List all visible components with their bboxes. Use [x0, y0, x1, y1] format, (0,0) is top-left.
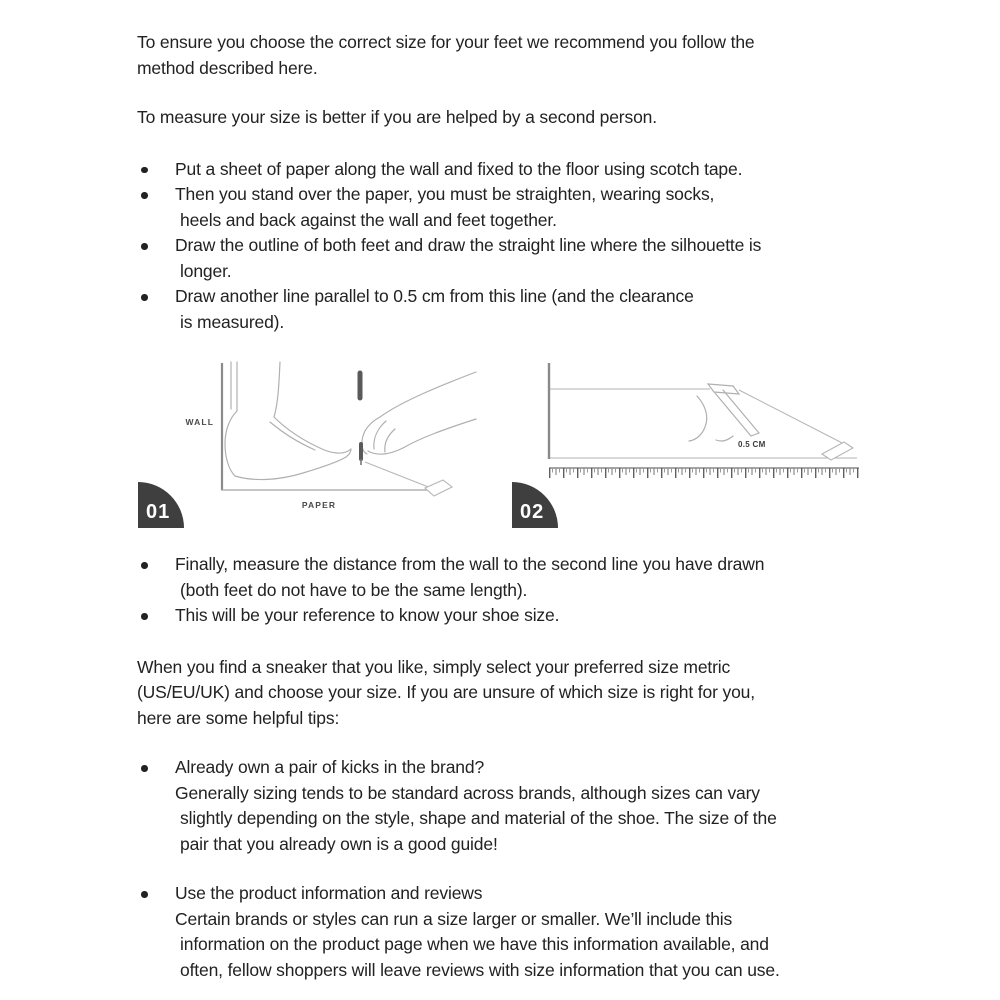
scotch-tape-icon — [425, 480, 452, 496]
intro-paragraph — [137, 30, 873, 81]
paper-outline — [549, 363, 857, 459]
bullet-dot — [141, 294, 148, 301]
step-item — [137, 552, 873, 603]
step-line: Draw the outline of both feet and draw the straight line where the silhouette is — [175, 235, 762, 255]
step-line: longer. — [180, 260, 232, 281]
step-line: Draw another line parallel to 0.5 cm from this line (and the clearance — [175, 286, 694, 306]
ruler-icon — [549, 468, 859, 481]
paper-label: PAPER — [301, 500, 337, 510]
sizing-line: When you find a sneaker that you like, simply select your preferred size metric — [137, 656, 731, 677]
figure-1-illustration — [137, 359, 477, 529]
clearance-label: 0.5 CM — [738, 440, 766, 449]
step-item — [137, 157, 873, 183]
hand-sketch — [362, 372, 476, 454]
step-item — [137, 233, 873, 284]
tips-list — [137, 755, 873, 983]
tip-line: Certain brands or styles can run a size larger or smaller. We’ll include this — [175, 908, 733, 929]
tip-line: Generally sizing tends to be standard across brands, although sizes can vary — [175, 782, 760, 803]
sizing-line: (US/EU/UK) and choose your size. If you are unsure of which size is right for you, — [137, 682, 755, 702]
badge-number: 02 — [520, 500, 545, 523]
measure-steps-list — [137, 157, 873, 336]
tip-item — [137, 755, 873, 857]
tip-title: Already own a pair of kicks in the brand? — [175, 757, 485, 777]
bullet-dot — [141, 192, 148, 199]
marker-pen-icon — [360, 373, 361, 465]
tip-line: slightly depending on the style, shape and material of the shoe. The size of the — [180, 808, 777, 828]
badge-number: 01 — [146, 500, 171, 523]
tip-title: Use the product information and reviews — [175, 883, 483, 903]
tip-line: pair that you already own is a good guide! — [180, 833, 498, 854]
intro-line: To ensure you choose the correct size for your feet we recommend you follow the — [137, 32, 755, 52]
second-person-paragraph: To measure your size is better if you are helped by a second person. — [137, 107, 657, 127]
pencil-sketch — [689, 384, 759, 441]
sizing-paragraph — [137, 655, 873, 732]
step-line: Put a sheet of paper along the wall and fixed to the floor using scotch tape. — [175, 158, 743, 179]
step-line: Finally, measure the distance from the wall to the second line you have drawn — [175, 554, 765, 574]
tip-line: often, fellow shoppers will leave reviews with size information that you can use. — [180, 959, 780, 980]
bullet-dot — [141, 891, 148, 898]
intro-line: method described here. — [137, 57, 318, 78]
step-item — [137, 603, 873, 629]
step-line: (both feet do not have to be the same length). — [180, 579, 528, 600]
tape-line — [739, 390, 850, 447]
wall-label: WALL — [185, 417, 214, 427]
step-line: This will be your reference to know your shoe size. — [175, 605, 560, 625]
bullet-dot — [141, 562, 148, 569]
scotch-tape-icon — [822, 442, 853, 460]
tip-item — [137, 881, 873, 983]
document-content — [137, 30, 873, 983]
result-steps-list — [137, 552, 873, 629]
tip-line: information on the product page when we have this information available, and — [180, 934, 769, 954]
step-line: is measured). — [180, 311, 285, 332]
step-item — [137, 284, 873, 335]
step-line: heels and back against the wall and feet together. — [180, 209, 557, 230]
figure-2-illustration — [512, 359, 890, 529]
bullet-dot — [141, 765, 148, 772]
foot-sketch — [225, 362, 351, 480]
sizing-line: here are some helpful tips: — [137, 707, 340, 728]
figures-row — [137, 359, 890, 529]
bullet-dot — [141, 167, 148, 174]
step-item — [137, 182, 873, 233]
bullet-dot — [141, 613, 148, 620]
step-line: Then you stand over the paper, you must be straighten, wearing socks, — [175, 184, 715, 204]
tape-line — [365, 462, 431, 488]
bullet-dot — [141, 243, 148, 250]
